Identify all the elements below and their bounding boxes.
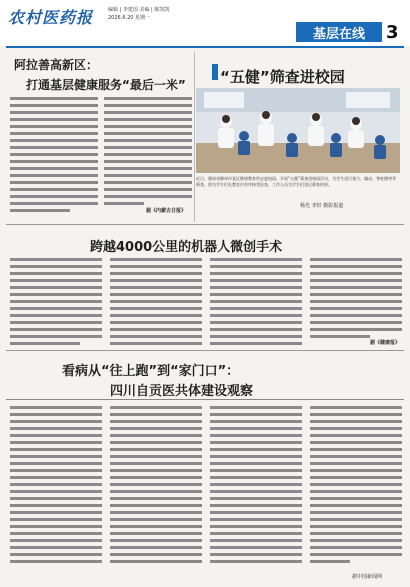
article2-caption: 近日，湖南省郴州市某区健康教育所走进校园，开展“五健”筛查进校园活动，为学生进行视力、龋齿、脊柱侧弯等筛查。图为学生们在教室内有序接受检查，工作人员为学生们登记筛查结果。 (196, 176, 397, 187)
article2-byline: 杨光 李轩 摄影报道 (300, 203, 344, 209)
article1-title-line2: 打通基层健康服务“最后一米” (26, 78, 186, 92)
article4-body-text (10, 406, 402, 578)
article1-byline: 据《内蒙古日报》 (146, 208, 187, 214)
section-banner: 基层在线 (296, 22, 382, 42)
column-divider (194, 52, 195, 222)
newspaper-logo: 农村医药报 (8, 8, 94, 27)
section-divider-2 (6, 350, 404, 351)
masthead-rule (6, 46, 404, 48)
date-line: 2026.6.20 星期一 (108, 15, 151, 21)
article1-title-line1: 阿拉善高新区： (14, 58, 99, 72)
article4-title-rule (6, 399, 404, 400)
article4-byline: 据中国新闻网 (352, 574, 383, 580)
article3-title: 跨越4000公里的机器人微创手术 (90, 240, 283, 255)
issue-meta (108, 6, 169, 22)
section-divider-1 (6, 224, 404, 225)
editor-line: 编辑 | 李建国 美编 | 陈凯凯 (108, 7, 170, 13)
article4-title-line1: 看病从“往上跑”到“家门口”： (62, 364, 240, 379)
masthead (0, 0, 410, 46)
title-accent-bar (212, 64, 218, 80)
article2-title: “五健”筛查进校园 (220, 68, 345, 86)
page-number: 3 (386, 22, 399, 43)
school-screening-photo (196, 88, 400, 173)
article3-body-text (10, 258, 402, 354)
article4-title-line2: 四川自贡医共体建设观察 (110, 384, 254, 399)
article1-body-text (10, 97, 194, 217)
article3-byline: 据《健康报》 (370, 340, 401, 346)
